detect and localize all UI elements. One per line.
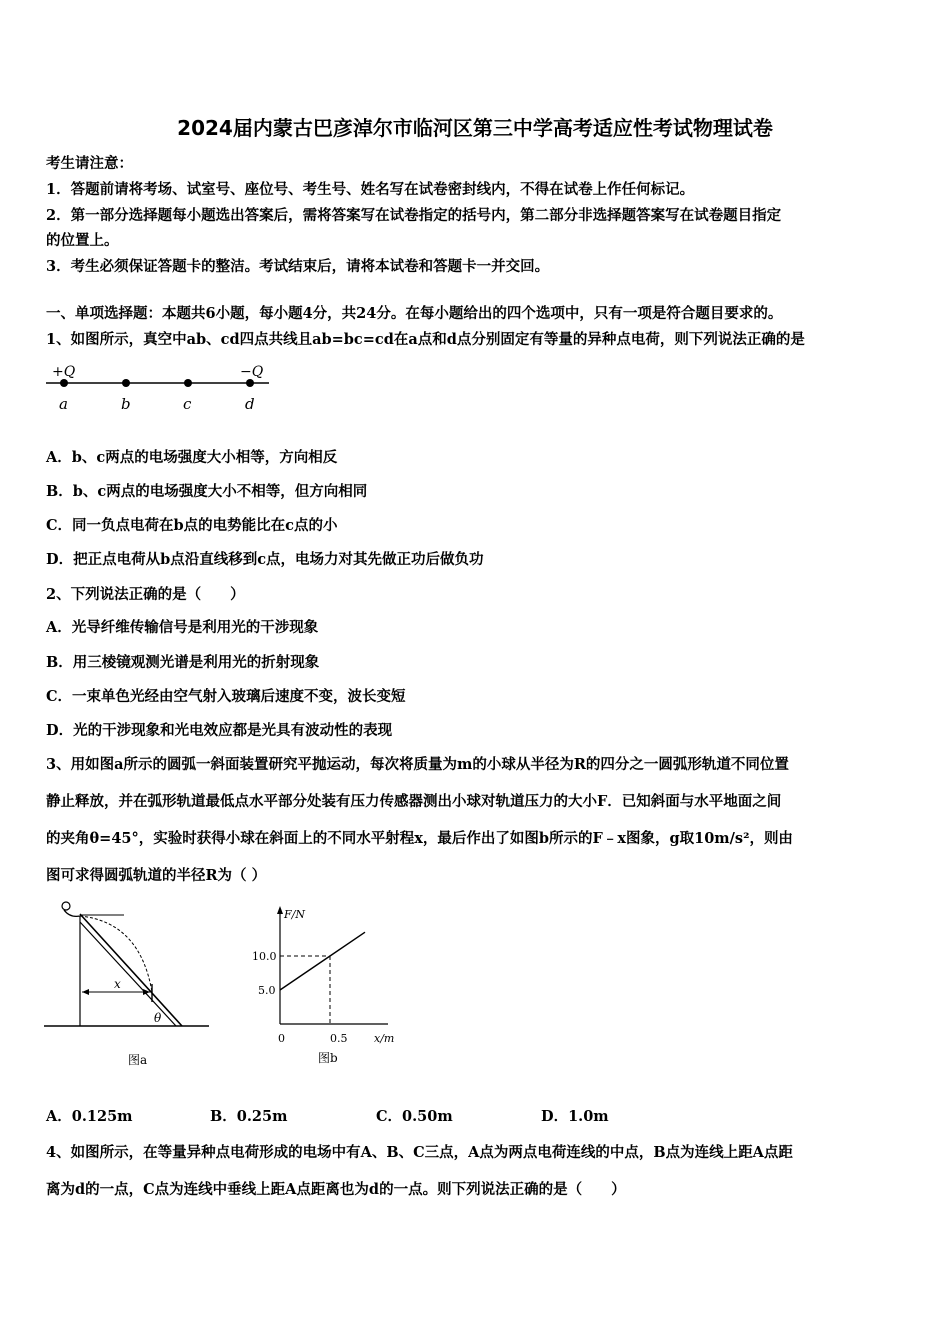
q2-option-b: B．用三棱镜观测光谱是利用光的折射现象: [46, 654, 320, 671]
q3-option-c: C．0.50m: [376, 1108, 453, 1125]
q1-label-d: d: [245, 395, 255, 413]
q3b-x-tick-0: 0: [278, 1032, 285, 1045]
q3b-y-arrow: [277, 906, 283, 914]
q1-point-c: [184, 379, 192, 387]
q3b-y-tick-10: 10.0: [252, 950, 277, 963]
q3-line-4: 图可求得圆弧轨道的半径R为（ ）: [46, 867, 267, 884]
q1-label-a: a: [59, 395, 68, 413]
q2-option-a: A．光导纤维传输信号是利用光的干涉现象: [46, 619, 319, 636]
q1-option-c: C．同一负点电荷在b点的电势能比在c点的小: [46, 517, 338, 534]
q3-option-b: B．0.25m: [210, 1108, 288, 1125]
q1-point-d: [246, 379, 254, 387]
notice-item-2: 2．第一部分选择题每小题选出答案后，需将答案写在试卷指定的括号内，第二部分非选择题答案写在试卷题目指定: [46, 207, 782, 224]
q3b-caption: 图b: [318, 1051, 338, 1065]
notice-item-3: 3．考生必须保证答题卡的整洁。考试结束后，请将本试卷和答题卡一并交回。: [46, 258, 550, 275]
q1-point-b: [122, 379, 130, 387]
q2-stem: 2、下列说法正确的是（ ）: [46, 586, 245, 603]
q1-label-c: c: [183, 395, 192, 413]
q3a-incline-2: [80, 922, 176, 1026]
q1-option-b: B．b、c两点的电场强度大小不相等，但方向相同: [46, 483, 368, 500]
q1-label-b: b: [121, 395, 131, 413]
q3-figure-b: [240, 900, 410, 1072]
q3b-x-axis-label: x/m: [374, 1032, 395, 1045]
section-heading: 一、单项选择题：本题共6小题，每小题4分，共24分。在每小题给出的四个选项中，只有一项是符合题目要求的。: [46, 305, 783, 322]
q1-option-a: A．b、c两点的电场强度大小相等，方向相反: [46, 449, 338, 466]
notice-heading: 考生请注意：: [46, 155, 133, 172]
q3a-theta-label: θ: [154, 1011, 162, 1025]
q1-stem: 1、如图所示，真空中ab、cd四点共线且ab=bc=cd在a点和d点分别固定有等量的异种点电荷，则下列说法正确的是: [46, 331, 805, 348]
q2-option-d: D．光的干涉现象和光电效应都是光具有波动性的表现: [46, 722, 393, 739]
q3-line-2: 静止释放，并在弧形轨道最低点水平部分处装有压力传感器测出小球对轨道压力的大小F．已知斜面与水平地面之间: [46, 793, 782, 810]
q1-charge-right: −Q: [240, 364, 264, 380]
q3a-caption: 图a: [128, 1053, 148, 1067]
q3a-x-label: x: [114, 977, 121, 991]
q1-option-d: D．把正点电荷从b点沿直线移到c点，电场力对其先做正功后做负功: [46, 551, 484, 568]
exam-title: 2024届内蒙古巴彦淖尔市临河区第三中学高考适应性考试物理试卷: [177, 116, 773, 140]
q1-charge-left: +Q: [52, 364, 76, 380]
q3-line-1: 3、用如图a所示的圆弧一斜面装置研究平抛运动，每次将质量为m的小球从半径为R的四分之一圆弧形轨道不同位置: [46, 756, 789, 773]
q3a-ball: [62, 902, 70, 910]
notice-item-1: 1．答题前请将考场、试室号、座位号、考生号、姓名写在试卷密封线内，不得在试卷上作任何标记。: [46, 181, 695, 198]
q3b-y-tick-5: 5.0: [258, 984, 276, 997]
q3-figure-a: [44, 892, 214, 1072]
q3a-incline-1: [80, 914, 182, 1026]
q1-point-a: [60, 379, 68, 387]
q4-line-2: 离为d的一点，C点为连线中垂线上距A点距离也为d的一点。则下列说法正确的是（ ）: [46, 1181, 626, 1198]
q3-option-a: A．0.125m: [46, 1108, 133, 1125]
q3b-x-tick-05: 0.5: [330, 1032, 348, 1045]
q3-line-3: 的夹角θ=45°，实验时获得小球在斜面上的不同水平射程x，最后作出了如图b所示的F﹣x图象，g取10m/s²，则由: [46, 830, 793, 847]
q3a-quarter-arc: [64, 910, 80, 916]
q3b-y-axis-label: F/N: [284, 908, 305, 921]
q3a-x-arrow-left: [82, 989, 89, 995]
q3b-data-line: [280, 932, 365, 990]
q1-figure: [44, 358, 276, 416]
q2-option-c: C．一束单色光经由空气射入玻璃后速度不变，波长变短: [46, 688, 406, 705]
q3-option-d: D．1.0m: [541, 1108, 609, 1125]
notice-item-2-cont: 的位置上。: [46, 232, 119, 249]
q4-line-1: 4、如图所示，在等量异种点电荷形成的电场中有A、B、C三点，A点为两点电荷连线的中点，B点为连线上距A点距: [46, 1144, 793, 1161]
